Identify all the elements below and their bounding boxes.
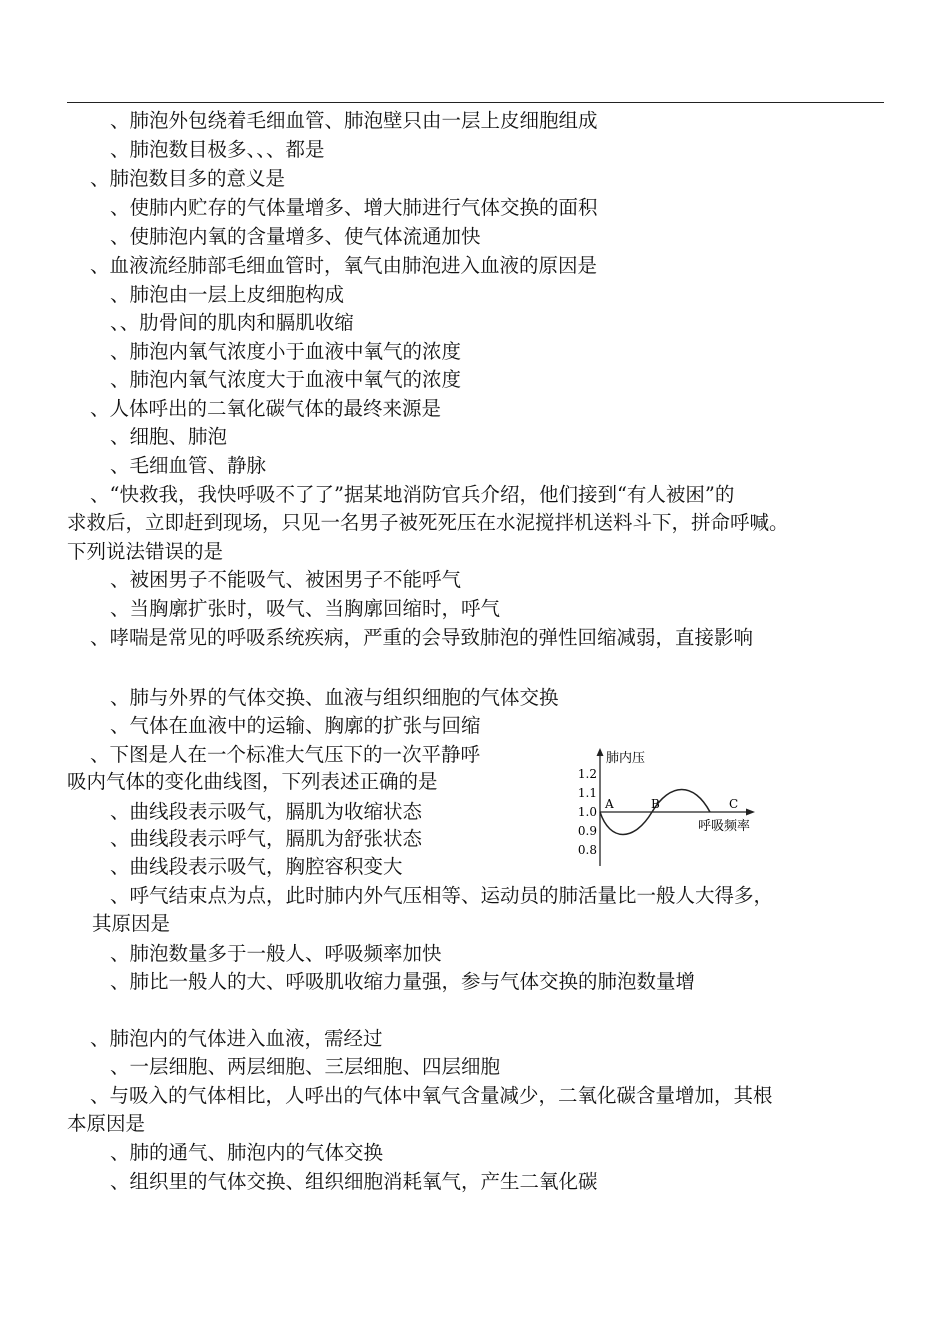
text-line: 本原因是: [67, 1112, 146, 1135]
text-line: 、肺泡由一层上皮细胞构成: [110, 283, 345, 306]
text-line: 、组织里的气体交换、组织细胞消耗氧气，产生二氧化碳: [110, 1170, 598, 1193]
text-line: 、当胸廓扩张时，吸气、当胸廓回缩时，呼气: [110, 597, 501, 620]
text-line: 、、肋骨间的肌肉和膈肌收缩: [110, 311, 354, 334]
text-line: 、曲线段表示吸气，膈肌为收缩状态: [110, 800, 423, 823]
text-line: 、与吸入的气体相比，人呼出的气体中氧气含量减少，二氧化碳含量增加，其根: [90, 1084, 773, 1107]
text-line: 求救后，立即赶到现场，只见一名男子被死死压在水泥搅拌机送料斗下，拼命呼喊。: [67, 511, 789, 534]
text-line: 、血液流经肺部毛细血管时，氧气由肺泡进入血液的原因是: [90, 254, 598, 277]
text-line: 、一层细胞、两层细胞、三层细胞、四层细胞: [110, 1055, 501, 1078]
point-label-a: A: [605, 797, 614, 811]
text-line: 、毛细血管、静脉: [110, 454, 267, 477]
text-line: 、肺与外界的气体交换、血液与组织细胞的气体交换: [110, 686, 559, 709]
lung-pressure-chart: [572, 744, 772, 870]
y-tick-label: 0.8: [577, 843, 597, 857]
text-line: 、呼气结束点为点，此时肺内外气压相等、运动员的肺活量比一般人大得多，: [110, 884, 774, 907]
y-axis-arrow: [597, 748, 604, 756]
y-tick-label: 1.0: [577, 805, 597, 819]
text-line: 、人体呼出的二氧化碳气体的最终来源是: [90, 397, 442, 420]
point-label-b: B: [651, 797, 660, 811]
text-line: 、肺泡数目极多、、、都是: [110, 138, 325, 161]
text-line: 、曲线段表示呼气，膈肌为舒张状态: [110, 827, 423, 850]
text-line: 、使肺内贮存的气体量增多、增大肺进行气体交换的面积: [110, 196, 598, 219]
text-line: 、哮喘是常见的呼吸系统疾病，严重的会导致肺泡的弹性回缩减弱，直接影响: [90, 626, 754, 649]
text-line: 、肺比一般人的大、呼吸肌收缩力量强，参与气体交换的肺泡数量增: [110, 970, 696, 993]
y-tick-label: 1.2: [577, 767, 597, 781]
y-axis-label: 肺内压: [606, 751, 646, 766]
text-line: 、肺泡数量多于一般人、呼吸频率加快: [110, 942, 442, 965]
point-label-c: C: [729, 797, 739, 811]
text-line: 、“快救我，我快呼吸不了了”据某地消防官兵介绍，他们接到“有人被困”的: [90, 483, 735, 506]
y-tick-label: 0.9: [577, 824, 597, 838]
text-line: 吸内气体的变化曲线图，下列表述正确的是: [67, 770, 438, 793]
text-line: 、使肺泡内氧的含量增多、使气体流通加快: [110, 225, 481, 248]
y-tick-label: 1.1: [577, 786, 597, 800]
text-line: 下列说法错误的是: [67, 540, 224, 563]
text-line: 、细胞、肺泡: [110, 425, 228, 448]
text-line: 、下图是人在一个标准大气压下的一次平静呼: [90, 743, 481, 766]
text-line: 、肺泡数目多的意义是: [90, 167, 286, 190]
text-line: 其原因是: [92, 912, 171, 935]
text-line: 、肺泡内氧气浓度大于血液中氧气的浓度: [110, 368, 462, 391]
text-line: 、肺泡内氧气浓度小于血液中氧气的浓度: [110, 340, 462, 363]
text-line: 、肺的通气、肺泡内的气体交换: [110, 1141, 384, 1164]
text-line: 、肺泡外包绕着毛细血管、肺泡壁只由一层上皮细胞组成: [110, 109, 598, 132]
text-line: 、气体在血液中的运输、胸廓的扩张与回缩: [110, 714, 481, 737]
text-line: 、肺泡内的气体进入血液，需经过: [90, 1027, 383, 1050]
text-line: 、曲线段表示吸气，胸腔容积变大: [110, 855, 403, 878]
x-axis-arrow: [746, 809, 755, 816]
text-line: 、被困男子不能吸气、被困男子不能呼气: [110, 568, 462, 591]
header-rule: [67, 102, 884, 103]
x-axis-label: 呼吸频率: [698, 819, 751, 834]
